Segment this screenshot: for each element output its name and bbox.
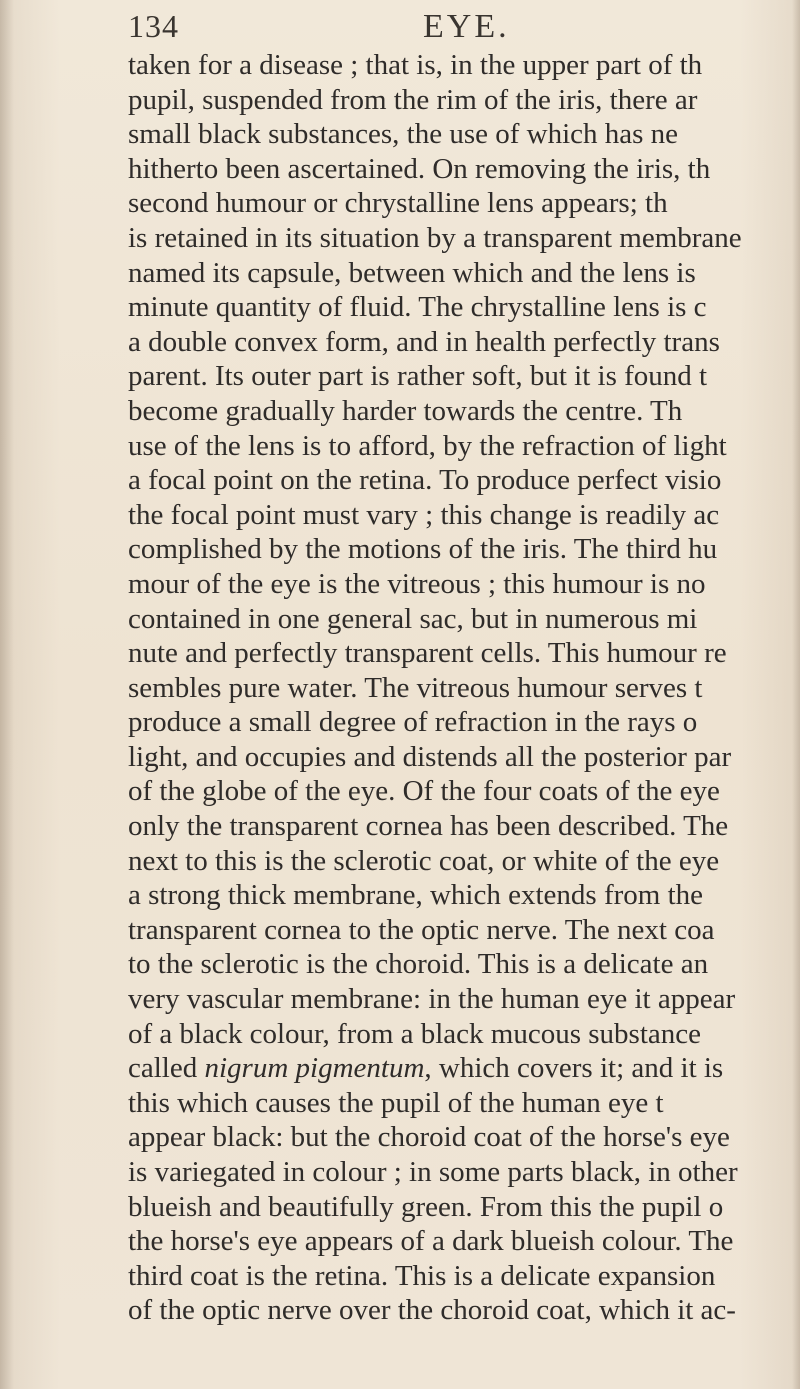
running-title: EYE. — [423, 8, 510, 45]
text-line: of a black colour, from a black mucous substance — [128, 1017, 702, 1050]
body-text — [128, 48, 796, 1328]
text-line: second humour or chrystalline lens appears; th — [128, 187, 668, 220]
text-segment: , which covers it; and it is — [424, 1052, 724, 1085]
text-line: to the sclerotic is the choroid. This is a delicate an — [128, 948, 709, 981]
text-line: of the optic nerve over the choroid coat, which it ac- — [128, 1294, 736, 1327]
text-line: contained in one general sac, but in numerous mi — [128, 602, 698, 635]
latin-term: nigrum pigmentum — [204, 1052, 425, 1085]
text-line: small black substances, the use of which has ne — [128, 118, 679, 151]
text-line: is variegated in colour ; in some parts black, in other — [128, 1156, 738, 1188]
text-line: of the globe of the eye. Of the four coats of the eye — [128, 775, 720, 808]
text-line: named its capsule, between which and the lens is — [128, 256, 696, 289]
text-line: sembles pure water. The vitreous humour serves t — [128, 671, 703, 704]
text-line: appear black: but the choroid coat of the horse's eye — [128, 1121, 730, 1154]
text-line: the focal point must vary ; this change is readily ac — [128, 498, 720, 531]
text-line: mour of the eye is the vitreous ; this humour is no — [128, 567, 706, 600]
text-line: become gradually harder towards the centre. Th — [128, 394, 683, 427]
text-line: minute quantity of fluid. The chrystalline lens is c — [128, 291, 707, 324]
text-line: the horse's eye appears of a dark blueish colour. The — [128, 1225, 734, 1258]
text-line: transparent cornea to the optic nerve. The next coa — [128, 913, 715, 946]
text-line: taken for a disease ; that is, in the upper part of th — [128, 49, 703, 81]
text-segment: called — [128, 1052, 205, 1085]
text-line: a double convex form, and in health perfectly trans — [128, 325, 720, 358]
text-line: third coat is the retina. This is a delicate expansion — [128, 1259, 716, 1292]
text-line: pupil, suspended from the rim of the iris, there ar — [128, 83, 698, 116]
text-line: use of the lens is to afford, by the refraction of light — [128, 429, 727, 462]
text-line: is retained in its situation by a transparent membrane — [128, 221, 742, 254]
text-line — [128, 1051, 796, 1086]
page-number: 134 — [128, 8, 179, 44]
text-line: only the transparent cornea has been described. The — [128, 810, 729, 843]
text-line: very vascular membrane: in the human eye it appear — [128, 983, 736, 1016]
running-head — [118, 8, 678, 48]
text-line: parent. Its outer part is rather soft, but it is found t — [128, 360, 708, 393]
text-line: next to this is the sclerotic coat, or white of the eye — [128, 844, 720, 877]
text-line: this which causes the pupil of the human eye t — [128, 1086, 664, 1119]
text-line: blueish and beautifully green. From this the pupil o — [128, 1190, 724, 1223]
text-line: a strong thick membrane, which extends from the — [128, 879, 704, 912]
text-line: nute and perfectly transparent cells. This humour re — [128, 637, 727, 670]
text-line: complished by the motions of the iris. The third hu — [128, 533, 718, 566]
text-line: light, and occupies and distends all the posterior par — [128, 740, 732, 773]
text-line: produce a small degree of refraction in the rays o — [128, 706, 698, 739]
text-line: a focal point on the retina. To produce perfect visio — [128, 464, 722, 497]
gutter-shadow — [0, 0, 14, 1389]
text-line: hitherto been ascertained. On removing the iris, th — [128, 152, 711, 185]
